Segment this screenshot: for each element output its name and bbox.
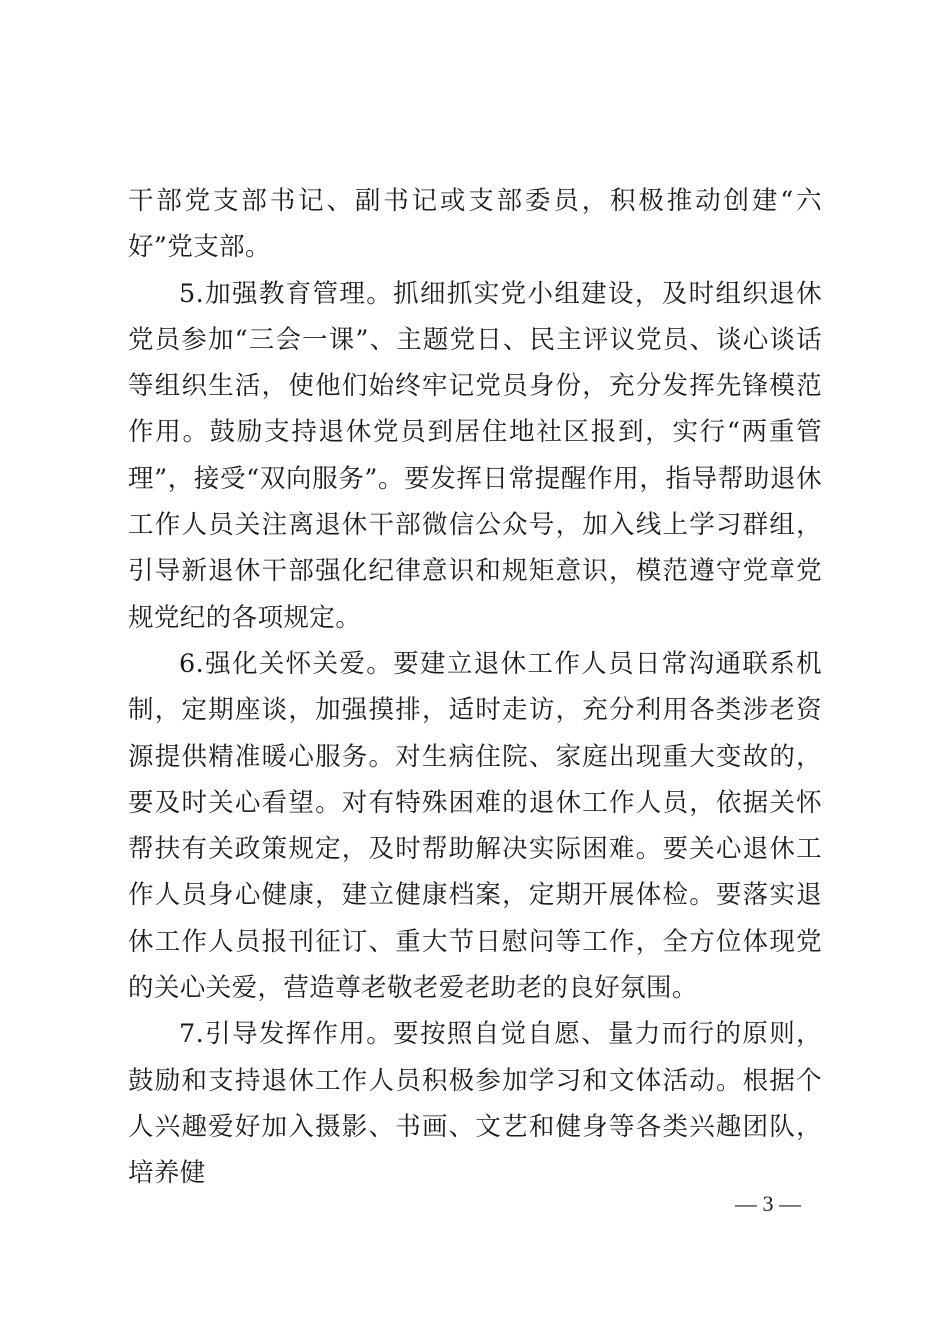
body-text: [128, 178, 822, 1197]
paragraph-continuation: 干部党支部书记、副书记或支部委员，积极推动创建“六好”党支部。: [128, 186, 822, 263]
page-number: — 3 —: [735, 1191, 801, 1216]
paragraph-item-5: 5.加强教育管理。抓细抓实党小组建设，及时组织退休党员参加“三会一课”、主题党日、民主评议党员、谈心谈话等组织生活，使他们始终牢记党员身份，充分发挥先锋模范作用。鼓励支持退休党员到居住地社区报到，实行“两重管理”，接受“双向服务”。要发挥日常提醒作用，指导帮助退休工作人员关注离退休干部微信公众号，加入线上学习群组，引导新退休干部强化纪律意识和规矩意识，模范遵守党章党规党纪的各项规定。: [128, 278, 822, 633]
paragraph-item-7: 7.引导发挥作用。要按照自觉自愿、量力而行的原则，鼓励和支持退休工作人员积极参加学习和文体活动。根据个人兴趣爱好加入摄影、书画、文艺和健身等各类兴趣团队，培养健: [128, 1019, 822, 1189]
paragraph-item-6: 6.强化关怀关爱。要建立退休工作人员日常沟通联系机制，定期座谈，加强摸排，适时走访，充分利用各类涉老资源提供精准暖心服务。对生病住院、家庭出现重大变故的，要及时关心看望。对有特殊困难的退休工作人员，依据关怀帮扶有关政策规定，及时帮助解决实际困难。要关心退休工作人员身心健康，建立健康档案，定期开展体检。要落实退休工作人员报刊征订、重大节日慰问等工作，全方位体现党的关心关爱，营造尊老敬老爱老助老的良好氛围。: [128, 648, 822, 1004]
